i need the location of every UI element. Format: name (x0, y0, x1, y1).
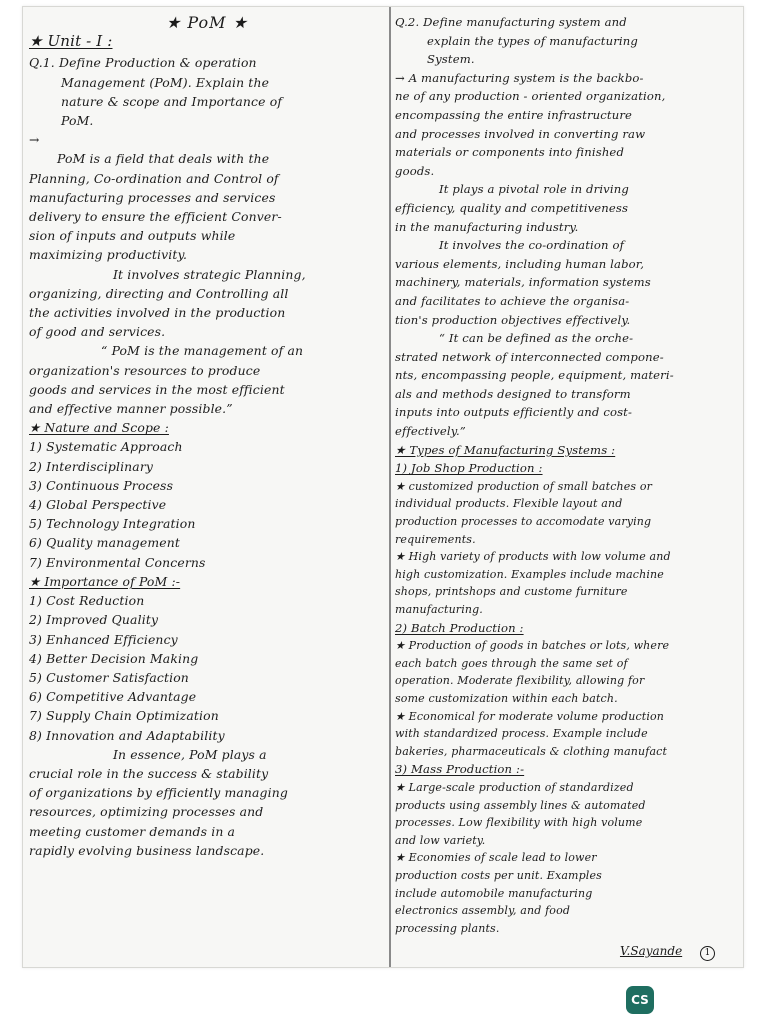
right-text-line: strated network of interconnected compone- (395, 349, 664, 364)
right-text-line: shops, printshops and custome furniture (395, 585, 628, 599)
left-text-line: organization's resources to produce (29, 362, 261, 378)
right-text-line: efficiency, quality and competitiveness (395, 200, 629, 215)
left-text-line: rapidly evolving business landscape. (29, 842, 265, 858)
left-text-line: delivery to ensure the efficient Conver- (29, 209, 282, 225)
right-text-line: explain the types of manufacturing (427, 33, 638, 48)
signature-area (620, 944, 715, 961)
right-text-line: high customization. Examples include machine (395, 567, 664, 581)
right-text-line: als and methods designed to transform (395, 386, 631, 401)
left-text-line: Management (PoM). Explain the (61, 74, 270, 90)
right-text-line: processes. Low flexibility with high volume (395, 816, 643, 830)
right-text-line: System. (427, 52, 475, 67)
right-text-line: manufacturing. (395, 603, 483, 616)
right-text-line: → A manufacturing system is the backbo- (395, 70, 644, 85)
left-text-line: maximizing productivity. (29, 247, 188, 263)
left-text-line: goods and services in the most efficient (29, 381, 285, 397)
notes-page (22, 6, 744, 968)
right-text-line: and processes involved in converting raw (395, 126, 646, 141)
left-text-line: In essence, PoM plays a (113, 746, 267, 762)
right-text-line: ★ customized production of small batches or (395, 479, 653, 493)
left-text-line: 5) Technology Integration (29, 516, 196, 532)
left-text-line: 2) Interdisciplinary (29, 458, 154, 474)
left-text-line: ★ PoM ★ (166, 13, 248, 32)
left-text-line: 6) Competitive Advantage (29, 689, 197, 705)
right-text-line: operation. Moderate flexibility, allowing for (395, 674, 645, 688)
right-text-line: Q.2. Define manufacturing system and (395, 15, 627, 29)
left-text-line: 1) Cost Reduction (29, 593, 145, 609)
right-text-line: individual products. Flexible layout and (395, 497, 623, 511)
right-text-line: inputs into outputs efficiently and cost- (395, 405, 633, 420)
left-text-line: 5) Customer Satisfaction (29, 669, 189, 685)
left-text-line: 4) Global Perspective (29, 497, 167, 513)
right-text-line: tion's production objectives effectively. (395, 312, 631, 327)
page-number: 1 (700, 946, 715, 961)
right-text-line: and facilitates to achieve the organisa- (395, 293, 630, 308)
right-text-line: ★ Large-scale production of standardized (395, 780, 634, 794)
camscanner-logo: CS (626, 986, 654, 1014)
right-text-line: It plays a pivotal role in driving (439, 182, 629, 197)
left-text-line: Q.1. Define Production & operation (29, 55, 257, 71)
left-column (29, 13, 385, 860)
left-text-line: 3) Enhanced Efficiency (29, 631, 178, 647)
left-text-line: PoM is a field that deals with the (57, 151, 270, 167)
left-text-line: → (29, 132, 40, 148)
left-text-line: 7) Supply Chain Optimization (29, 708, 219, 724)
left-text-line: ★ Importance of PoM :- (29, 573, 181, 589)
right-text-line: machinery, materials, information systems (395, 275, 651, 290)
right-text-line: production processes to accomodate varying (395, 515, 652, 529)
left-text-line: of good and services. (29, 324, 166, 340)
left-text-line: nature & scope and Importance of (61, 93, 283, 109)
left-text-line: meeting customer demands in a (29, 823, 236, 839)
right-text-line: processing plants. (395, 921, 500, 935)
right-text-line: goods. (395, 163, 435, 178)
left-text-line: organizing, directing and Controlling all (29, 285, 289, 301)
right-text-line: products using assembly lines & automated (395, 798, 646, 812)
right-text-line: various elements, including human labor, (395, 256, 645, 271)
right-text-line: include automobile manufacturing (395, 886, 593, 900)
left-text-line: of organizations by efficiently managing (29, 785, 288, 801)
right-text-line: production costs per unit. Examples (395, 868, 602, 882)
right-text-line: ★ High variety of products with low volume and (395, 550, 671, 564)
left-text-line: resources, optimizing processes and (29, 804, 264, 820)
left-text-line: the activities involved in the production (29, 305, 286, 321)
right-text-line: 3) Mass Production :- (395, 762, 525, 777)
right-text-line: It involves the co-ordination of (439, 238, 625, 253)
left-text-line: crucial role in the success & stability (29, 765, 269, 781)
right-text-line: “ It can be defined as the orche- (439, 331, 634, 346)
right-text-line: ★ Types of Manufacturing Systems : (395, 442, 616, 457)
right-text-line: ★ Economies of scale lead to lower (395, 851, 597, 865)
right-text-line: electronics assembly, and food (395, 904, 571, 918)
left-text-line: 1) Systematic Approach (29, 439, 183, 455)
right-text-line: ★ Production of goods in batches or lots, where (395, 639, 670, 653)
right-column (389, 13, 741, 937)
left-text-line: Planning, Co-ordination and Control of (29, 170, 279, 186)
left-text-line: “ PoM is the management of an (101, 343, 304, 359)
right-text-line: requirements. (395, 532, 476, 546)
left-text-line: ★ Nature and Scope : (29, 420, 169, 436)
right-text-line: ne of any production - oriented organization, (395, 89, 666, 104)
left-text-line: manufacturing processes and services (29, 189, 276, 205)
left-text-line: 8) Innovation and Adaptability (29, 727, 225, 743)
left-text-line: sion of inputs and outputs while (29, 228, 236, 244)
left-text-line: PoM. (61, 113, 94, 129)
right-text-line: bakeries, pharmaceuticals & clothing manufact (395, 744, 668, 758)
left-text-line: 4) Better Decision Making (29, 650, 199, 666)
left-text-line: and effective manner possible.” (29, 401, 233, 417)
right-text-line: and low variety. (395, 833, 486, 847)
signature: V.Sayande (619, 944, 683, 958)
right-text-line: materials or components into finished (395, 145, 625, 160)
right-text-line: effectively.” (395, 424, 466, 439)
left-text-line: 6) Quality management (29, 535, 180, 551)
right-text-line: 1) Job Shop Production : (395, 461, 543, 476)
left-text-line: 2) Improved Quality (29, 612, 159, 628)
right-text-line: 2) Batch Production : (395, 620, 524, 635)
left-text-line: 3) Continuous Process (29, 477, 174, 493)
right-text-line: encompassing the entire infrastructure (395, 107, 633, 122)
left-text-line: It involves strategic Planning, (113, 266, 306, 282)
right-text-line: nts, encompassing people, equipment, materi- (395, 368, 674, 383)
right-text-line: ★ Economical for moderate volume production (395, 709, 665, 723)
right-text-line: with standardized process. Example include (395, 727, 648, 741)
left-text-line: 7) Environmental Concerns (29, 554, 206, 570)
right-text-line: in the manufacturing industry. (395, 219, 579, 234)
right-text-line: some customization within each batch. (395, 691, 618, 705)
right-text-line: each batch goes through the same set of (395, 656, 628, 670)
left-text-line: ★ Unit - I : (29, 32, 113, 51)
